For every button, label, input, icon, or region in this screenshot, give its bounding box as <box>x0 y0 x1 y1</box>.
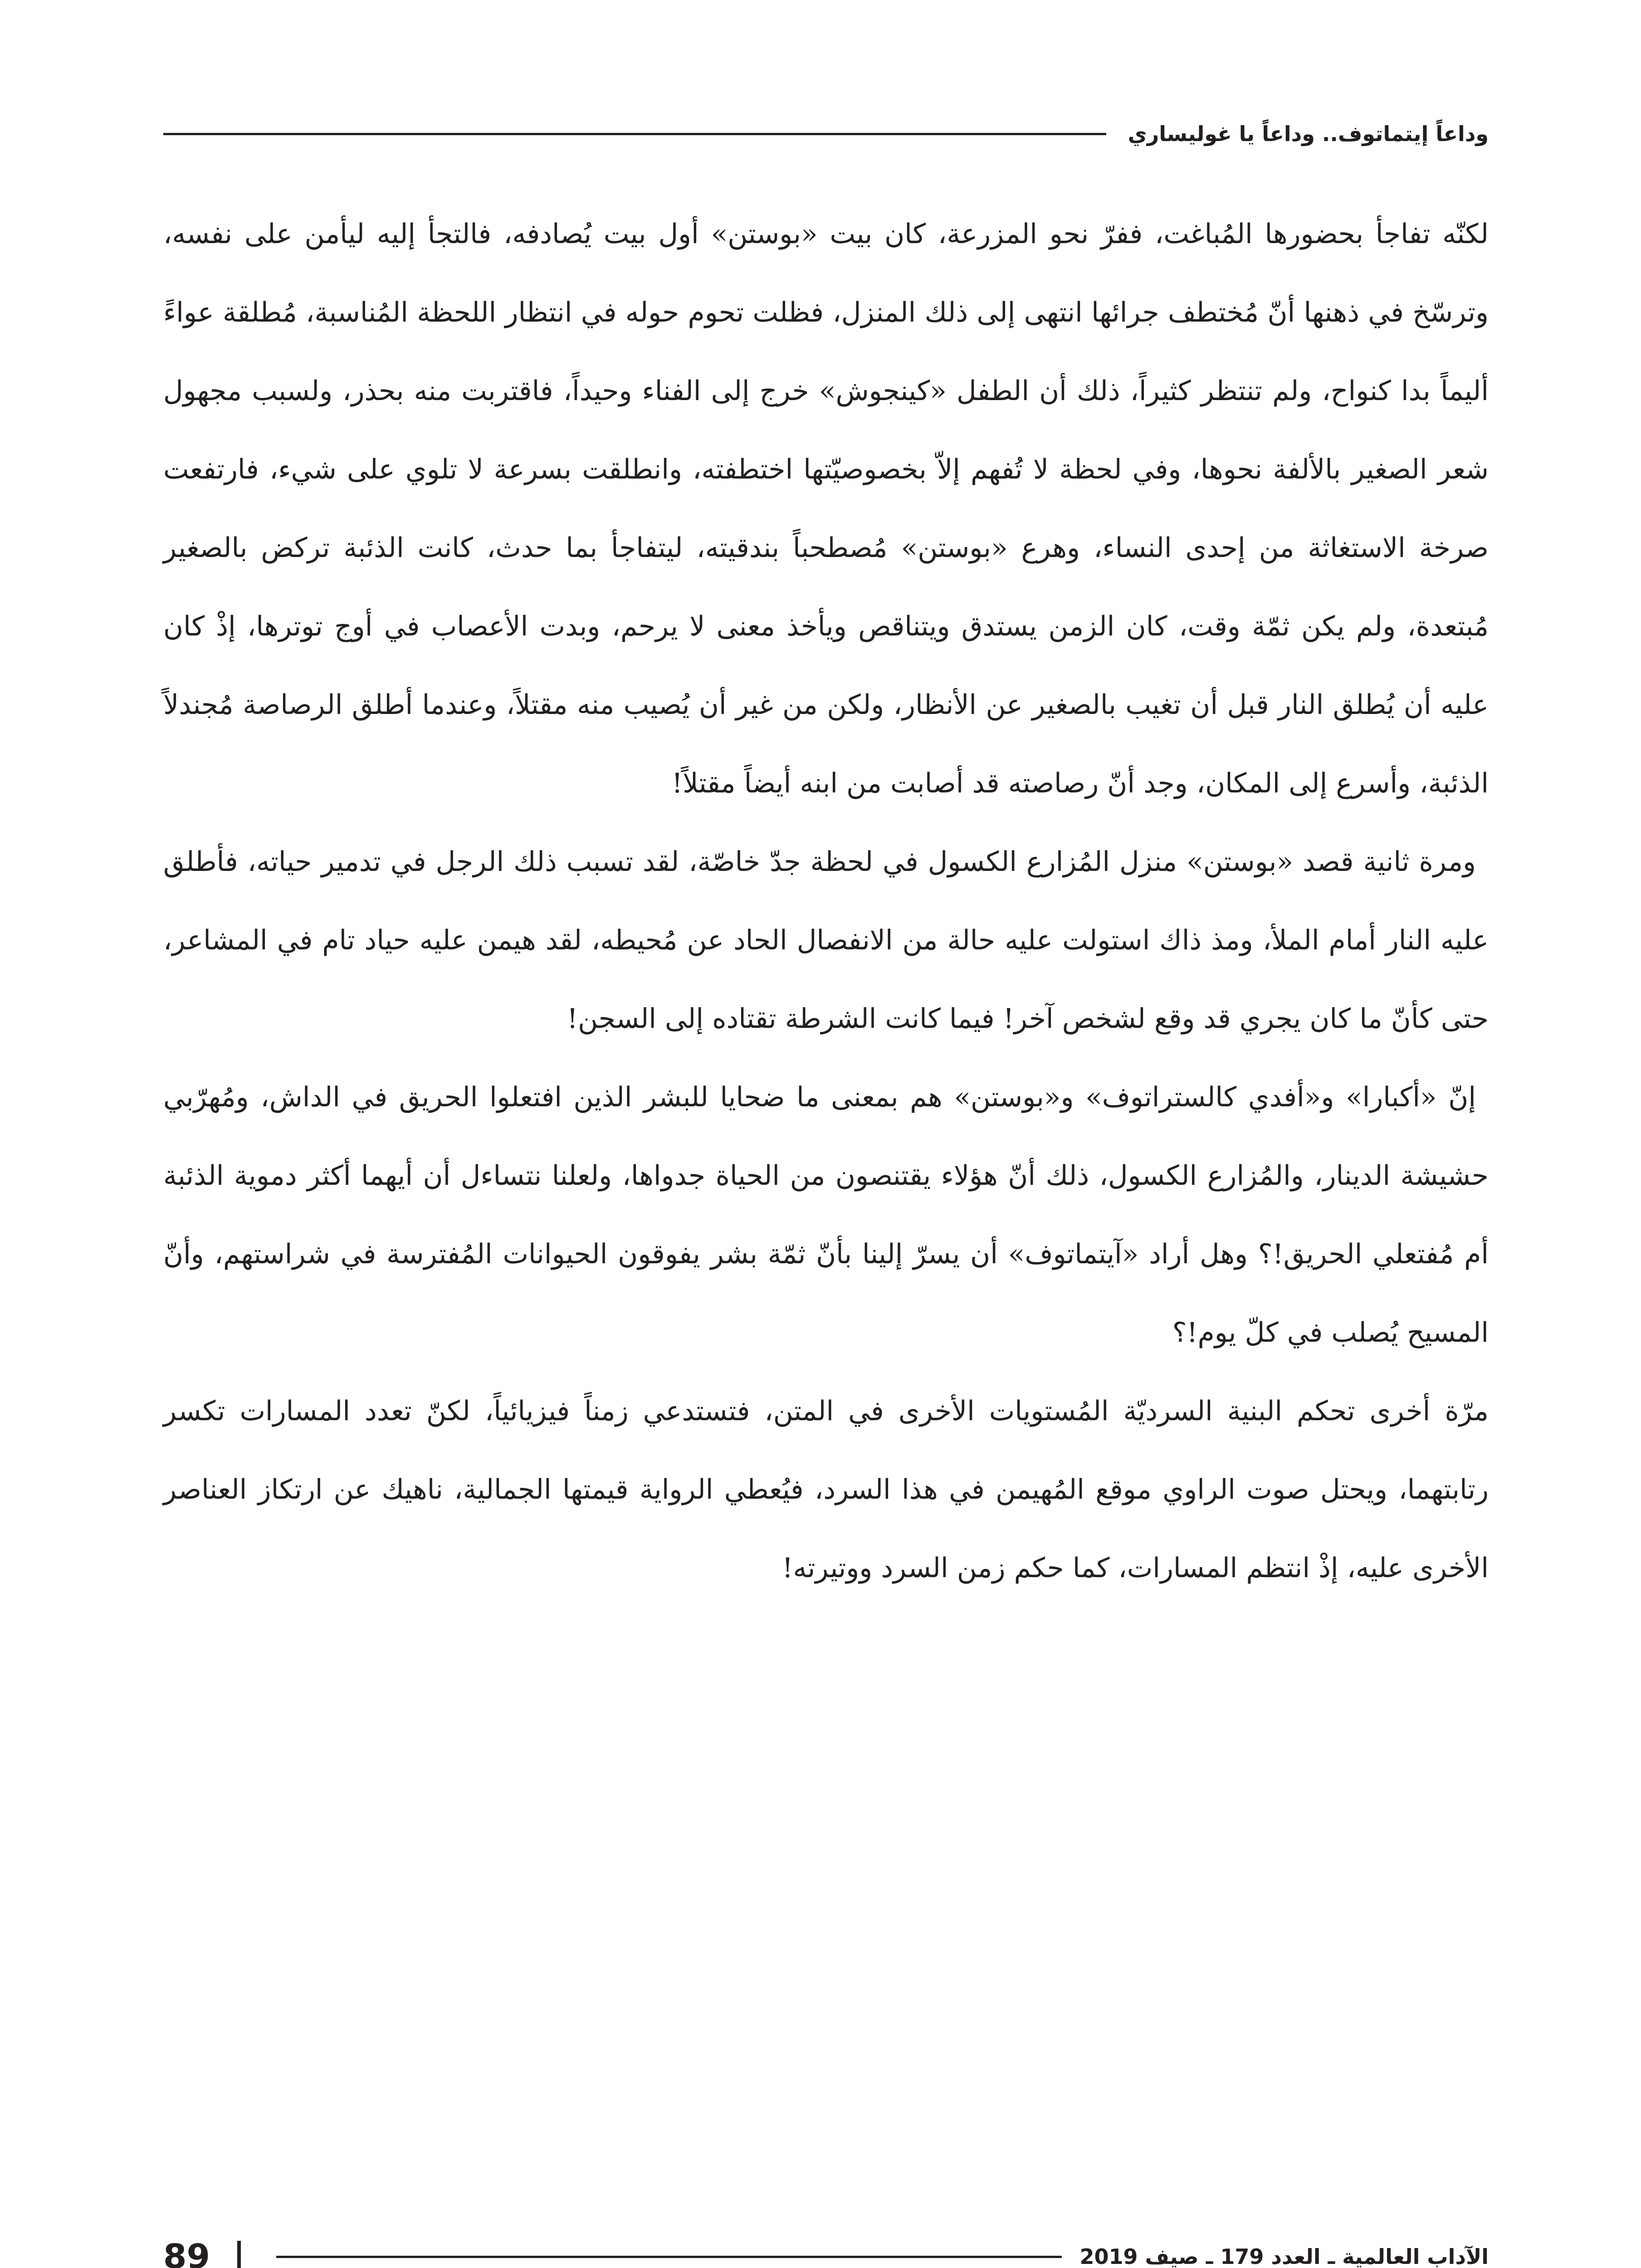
paragraph: لكنّه تفاجأ بحضورها المُباغت، ففرّ نحو المزرعة، كان بيت «بوستن» أول بيت يُصادفه، فالتجأ إليه ليأمن على نفسه، وترسّخ في ذهنها أنّ مُختطف جرائها انتهى إلى ذلك المنزل، فظلت تحوم حوله في انتظار اللحظة المُناسبة، مُطلقة عواءً أليماً بدا كنواح، ولم تنتظر كثيراً، ذلك أن الطفل «كينجوش» خرج إلى الفناء وحيداً، فاقتربت منه بحذر، ولسبب مجهول شعر الصغير بالألفة نحوها، وفي لحظة لا تُفهم إلاّ بخصوصيّتها اختطفته، وانطلقت بسرعة لا تلوي على شيء، فارتفعت صرخة الاستغاثة من إحدى النساء، وهرع «بوستن» مُصطحباً بندقيته، ليتفاجأ بما حدث، كانت الذئبة تركض بالصغير مُبتعدة، ولم يكن ثمّة وقت، كان الزمن يستدق ويتناقص ويأخذ معنى لا يرحم، وبدت الأعصاب في أوج توترها، إذْ كان عليه أن يُطلق النار قبل أن تغيب بالصغير عن الأنظار، ولكن من غير أن يُصيب منه مقتلاً، وعندما أطلق الرصاصة مُجندلاً الذئبة، وأسرع إلى المكان، وجد أنّ رصاصته قد أصابت من ابنه أيضاً مقتلاً! <box>163 218 1489 799</box>
footer-rule <box>276 2256 1062 2258</box>
header-title: وداعاً إيتماتوف.. وداعاً يا غوليساري <box>1128 122 1489 146</box>
article-body <box>163 195 1489 1608</box>
running-header <box>163 109 1489 159</box>
paragraph: إنّ «أكبارا» و«أفدي كالستراتوف» و«بوستن» هم بمعنى ما ضحايا للبشر الذين افتعلوا الحريق في الداش، ومُهرّبي حشيشة الدينار، والمُزارع الكسول، ذلك أنّ هؤلاء يقتنصون من الحياة جدواها، ولعلنا نتساءل أن أيهما أكثر دموية الذئبة أم مُفتعلي الحريق!؟ وهل أراد «آيتماتوف» أن يسرّ إلينا بأنّ ثمّة بشر يفوقون الحيوانات المُفترسة في شراستهم، وأنّ المسيح يُصلب في كلّ يوم!؟ <box>163 1081 1489 1349</box>
paragraph: ومرة ثانية قصد «بوستن» منزل المُزارع الكسول في لحظة جدّ خاصّة، لقد تسبب ذلك الرجل في تدمير حياته، فأطلق عليه النار أمام الملأ، ومذ ذاك استولت عليه حالة من الانفصال الحاد عن مُحيطه، لقد هيمن عليه حياد تام في المشاعر، حتى كأنّ ما كان يجري قد وقع لشخص آخر! فيما كانت الشرطة تقتاده إلى السجن! <box>163 846 1489 1035</box>
footer-divider <box>237 2241 241 2268</box>
journal-issue-label: الآداب العالمية ـ العدد 179 ـ صيف 2019 <box>1079 2244 1489 2268</box>
header-rule <box>163 133 1106 135</box>
page-footer <box>163 2232 1489 2268</box>
paragraph: مرّة أخرى تحكم البنية السرديّة المُستويات الأخرى في المتن، فتستدعي زمناً فيزيائياً، لكنّ تعدد المسارات تكسر رتابتهما، ويحتل صوت الراوي موقع المُهيمن في هذا السرد، فيُعطي الرواية قيمتها الجمالية، ناهيك عن ارتكاز العناصر الأخرى عليه، إذْ انتظم المسارات، كما حكم زمن السرد ووتيرته! <box>163 1395 1489 1584</box>
page-number: 89 <box>163 2237 210 2268</box>
